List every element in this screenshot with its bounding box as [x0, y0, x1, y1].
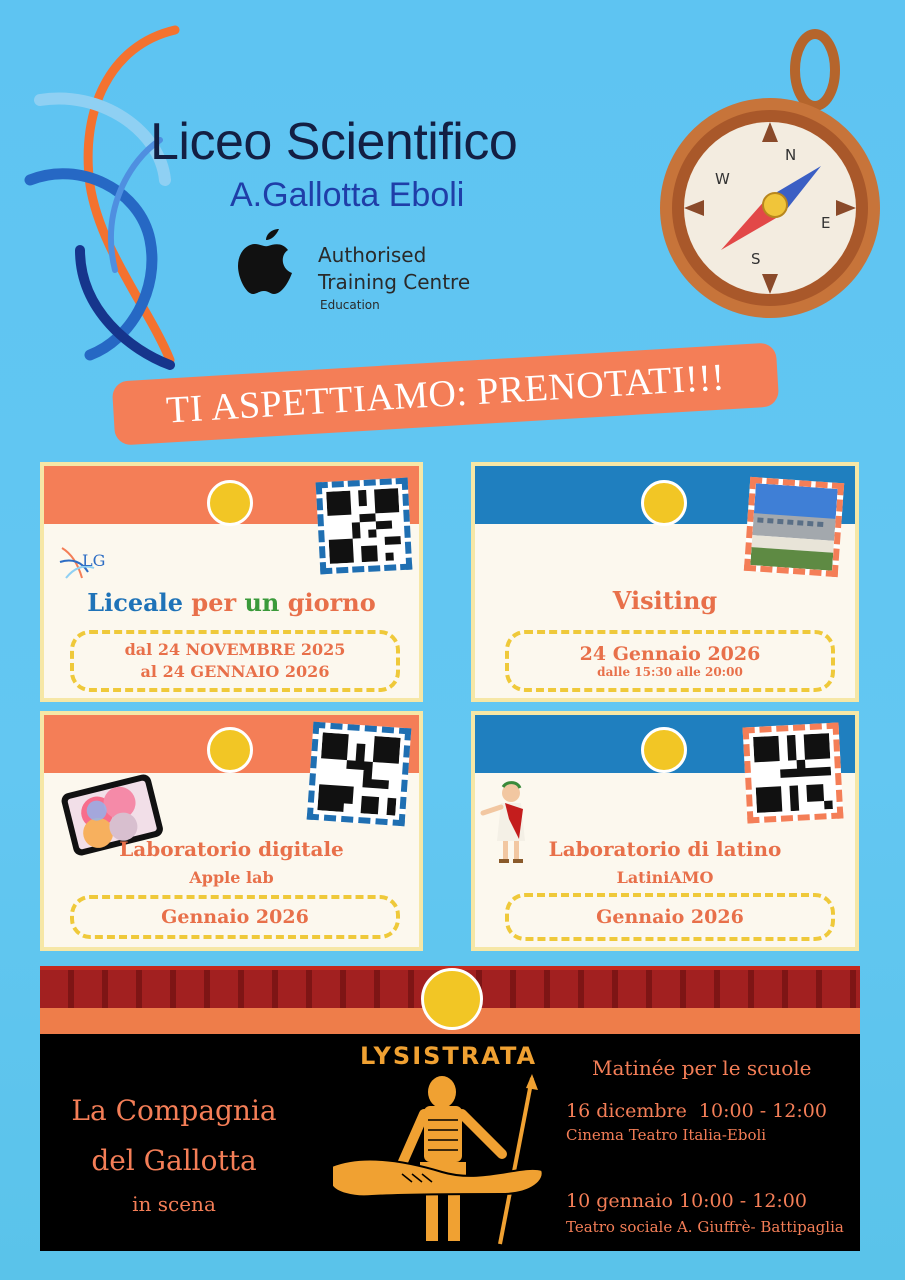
booking-banner-text: TI ASPETTIAMO: PRENOTATI!!!	[165, 356, 726, 432]
card-lab-digitale	[40, 711, 423, 951]
date-box	[70, 895, 400, 939]
sun-icon	[641, 480, 687, 526]
atc-line-1: Authorised	[318, 243, 427, 267]
card-subtitle: LatiniAMO	[616, 868, 714, 887]
company-line-3: in scena	[132, 1192, 216, 1216]
company-line-1: La Compagnia	[71, 1094, 277, 1127]
sun-icon	[641, 727, 687, 773]
title-word-3: un	[244, 588, 280, 617]
qr-code-icon[interactable]	[316, 478, 413, 575]
apple-logo-icon	[238, 226, 298, 296]
title-word-1: Liceale	[87, 588, 184, 617]
date-box	[505, 630, 835, 692]
qr-code-icon[interactable]	[307, 722, 412, 827]
card-title: Laboratorio di latino	[548, 837, 782, 861]
school-logo-swirl-icon	[20, 10, 200, 370]
lg-logo-icon	[58, 538, 114, 584]
play-title: LYSISTRATA	[360, 1042, 538, 1070]
title-word-2: per	[191, 588, 237, 617]
card-subtitle: Apple lab	[189, 868, 274, 887]
compass-s: S	[751, 250, 761, 268]
date-sub: dalle 15:30 alle 20:00	[597, 665, 743, 679]
lg-logo-text: LG	[82, 551, 106, 570]
date-box	[70, 630, 400, 692]
school-subtitle: A.Gallotta Eboli	[230, 176, 465, 214]
theatre-section	[40, 966, 860, 1251]
date-main: Gennaio 2026	[596, 906, 744, 928]
show2-date: 10 gennaio 10:00 - 12:00	[566, 1190, 807, 1212]
booking-banner	[112, 342, 780, 445]
atc-line-2: Training Centre	[318, 270, 471, 294]
card-visiting	[471, 462, 859, 702]
matinee-heading: Matinée per le scuole	[592, 1056, 812, 1080]
show2-place: Teatro sociale A. Giuffrè- Battipaglia	[566, 1218, 844, 1236]
show1-date: 16 dicembre 10:00 - 12:00	[566, 1100, 827, 1122]
atc-line-3: Education	[320, 298, 380, 312]
card-title: Visiting	[612, 586, 718, 615]
compass-e: E	[821, 214, 831, 232]
school-title: Liceo Scientifico	[150, 113, 518, 171]
date-box	[505, 893, 835, 941]
compass-n: N	[785, 146, 797, 164]
date-main: 24 Gennaio 2026	[579, 643, 761, 665]
card-liceale	[40, 462, 423, 702]
sun-icon	[421, 968, 483, 1030]
date-main: Gennaio 2026	[161, 906, 309, 928]
card-title: Laboratorio digitale	[119, 837, 344, 861]
compass-w: W	[715, 170, 730, 188]
title-word-4: giorno	[287, 588, 376, 617]
compass-icon	[655, 18, 885, 328]
school-photo	[744, 477, 844, 577]
date-line-1: dal 24 NOVEMBRE 2025	[124, 640, 346, 659]
sun-icon	[207, 727, 253, 773]
sun-icon	[207, 480, 253, 526]
card-lab-latino	[471, 711, 859, 951]
qr-code-icon[interactable]	[743, 723, 844, 824]
card-title	[44, 588, 419, 617]
warrior-illustration-icon	[332, 1074, 554, 1251]
date-line-2: al 24 GENNAIO 2026	[140, 662, 330, 681]
show1-place: Cinema Teatro Italia-Eboli	[566, 1126, 767, 1144]
company-line-2: del Gallotta	[91, 1144, 257, 1177]
